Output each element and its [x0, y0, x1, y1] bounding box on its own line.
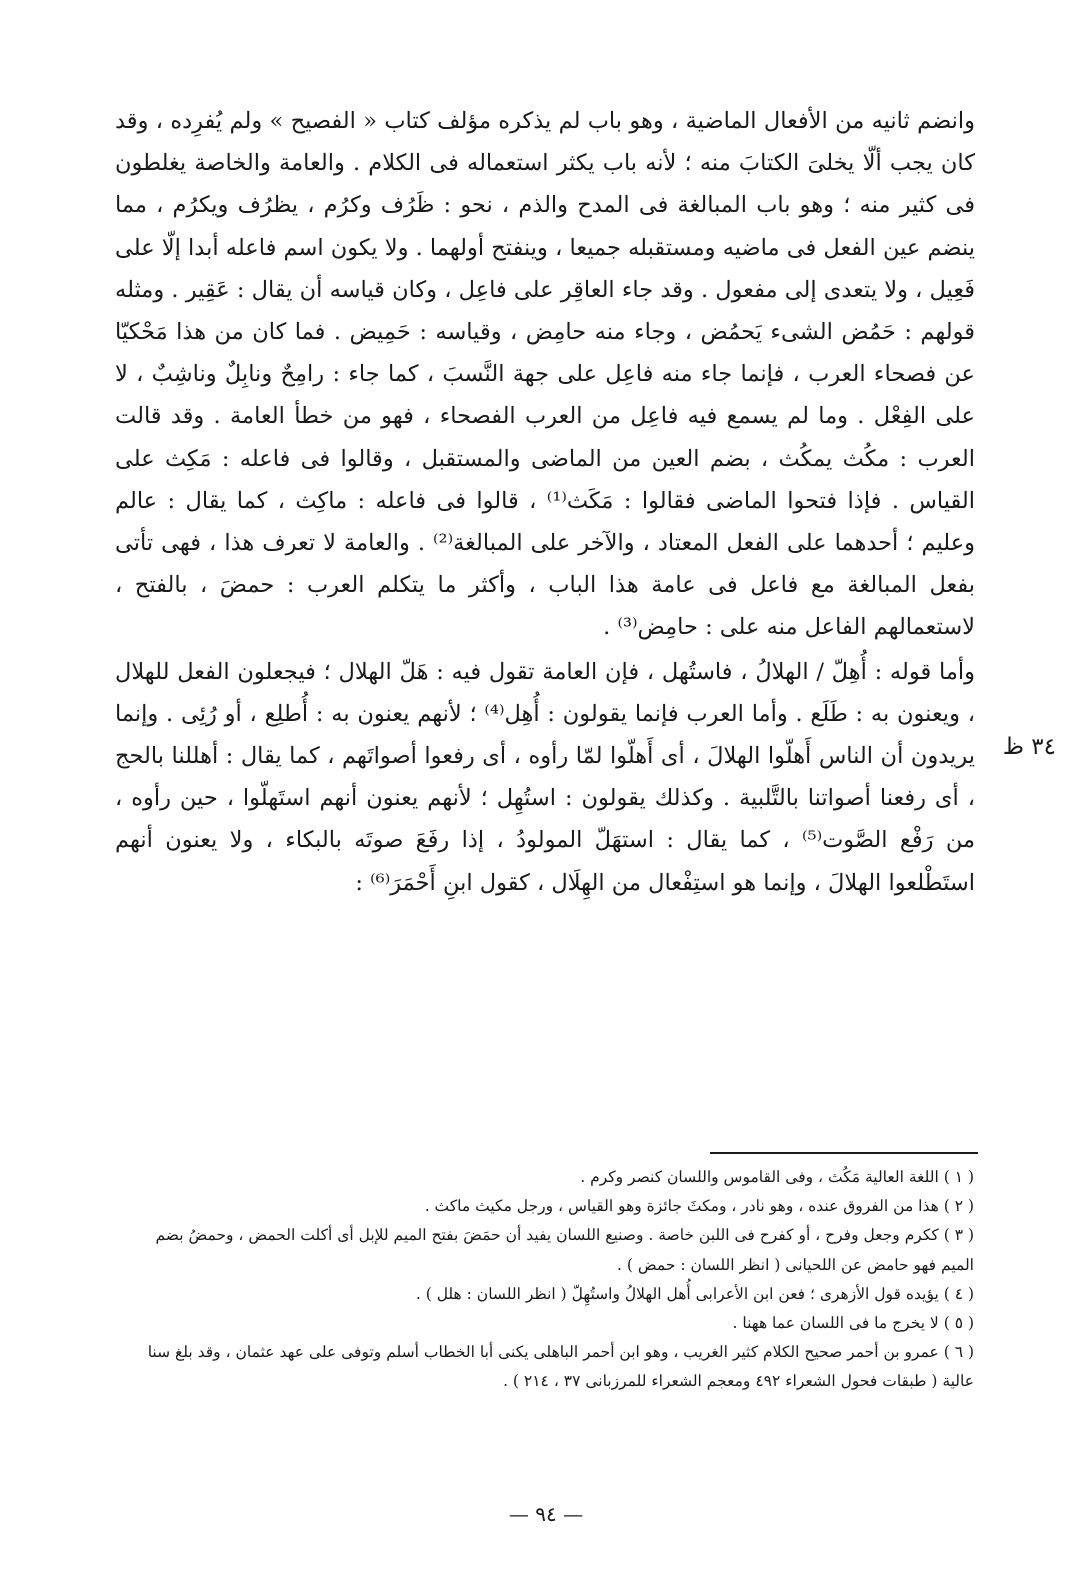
body-paragraph-1: وانضم ثانيه من الأفعال الماضية ، وهو باب لم يذكره مؤلف كتاب « الفصيح » ولم يُفرِده ، وقد كان يجب ألّا يخلىَ الكتابَ منه ؛ لأنه باب يكثر استعماله فى الكلام . والعامة والخاصة يغلطون فى كثير منه ؛ وهو باب المبالغة فى المدح والذم ، نحو : ظَرُف وكرُم ، يظرُف ويكرُم ، مما ينضم عين الفعل فى ماضيه ومستقبله جميعا ، وينفتح أولهما . ولا يكون اسم فاعله أبدا إلّا على فَعِيل ، ولا يتعدى إلى مفعول . وقد جاء العاقِر على فاعِل ، وكان قياسه أن يقال : عَقِير . ومثله قولهم : حَمُض الشىء يَحمُض ، وجاء منه حامِض ، وقياسه : حَمِيض . فما كان من هذا مَحْكيّا عن فصحاء العرب ، فإنما جاء منه فاعِل على جهة النَّسبَ ، كما جاء : رامِحٌ ونابِلٌ وناشِبٌ ، لا على الفِعْل . وما لم يسمع فيه فاعِل من العرب الفصحاء ، فهو من خطأ العامة . وقد قالت العرب : مكُث يمكُث ، بضم العين من الماضى والمستقبل ، وقالوا فى فاعله : مَكِث على القياس . فإذا فتحوا الماضى فقالوا : مَكَث⁽¹⁾ ، قالوا فى فاعله : ماكِث ، كما يقال : عالم وعليم ؛ أحدهما على الفعل المعتاد ، والآخر على المبالغة⁽²⁾ . والعامة لا تعرف هذا ، فهى تأتى بفعل المبالغة مع فاعل فى عامة هذا الباب ، وأكثر ما يتكلم العرب : حمضَ ، بالفتح ، لاستعمالهم الفاعل منه على : حامِض⁽³⁾ .	[115, 108, 976, 641]
footnote-1: ( ١ ) اللغة العالية مَكُث ، وفى القاموس واللسان كنصر وكرم .	[580, 1168, 974, 1186]
footnote-2: ( ٢ ) هذا من الفروق عنده ، وهو نادر ، ومكثَ جائزة وهو القياس ، ورجل مكيث ماكث .	[424, 1197, 974, 1216]
footnote-3: ( ٣ ) ككرم وجعل وفرح ، أو كفرح فى اللبن خاصة . وصنيع اللسان يفيد أن حمَضَ بفتح الميم للإبل أى أكلت الحمض ، وحمضُ بضم الميم فهو حامض عن اللحيانى ( انظر اللسان : حمض ) .	[155, 1226, 974, 1274]
footnote-5: ( ٥ ) لا يخرج ما فى اللسان عما ههنا .	[732, 1314, 974, 1333]
footnote-4: ( ٤ ) يؤيده قول الأزهرى ؛ فعن ابن الأعرابى أُهل الهلالُ واستُهِلّ ( انظر اللسان : هلل ) .	[415, 1284, 974, 1303]
body-paragraph-2: وأما قوله : أُهِلّ / الهلالُ ، فاستُهل ، فإن العامة تقول فيه : هَلّ الهلال ؛ فيجعلون الفعل للهلال ، ويعنون به : طَلَع . وأما العرب فإنما يقولون : أُهِل⁽⁴⁾ ؛ لأنهم يعنون به : أُطلِع ، أو رُئِى . وإنما يريدون أن الناس أَهلّوا الهلالَ ، أى أَهلّوا لمّا رأوه ، أى رفعوا أصواتَهم ، كما يقال : أهللنا بالحج ، أى رفعنا أصواتنا بالتَّلبية . وكذلك يقولون : استُهِل ؛ لأنهم يعنون أنهم استَهلّوا ، حين رأوه ، من رَفْع الصَّوت⁽⁵⁾ ، كما يقال : استهَلّ المولودُ ، إذا رفَعَ صوتَه بالبكاء ، ولا يعنون أنهم استَطْلعوا الهلالَ ، وإنما هو استِفْعال من الهِلَال ، كقول ابنِ أَحْمَرَ⁽⁶⁾ :	[115, 658, 976, 896]
manuscript-folio-marker: ٣٤ ظ	[1002, 734, 1056, 760]
page-number: — ٩٤ —	[508, 1502, 584, 1526]
main-text	[115, 100, 975, 904]
footnotes	[122, 1163, 974, 1397]
footnote-6: ( ٦ ) عمرو بن أحمر صحيح الكلام كثير الغريب ، وهو ابن أحمر الباهلى يكنى أبا الخطاب أسلم وتوفى على عهد عثمان ، وقد بلغ سنا عالية ( طبقات فحول الشعراء ٤٩٢ ومعجم الشعراء للمرزبانى ٣٧ ، ٢١٤ ) .	[147, 1343, 974, 1391]
footnote-separator	[710, 1152, 978, 1154]
